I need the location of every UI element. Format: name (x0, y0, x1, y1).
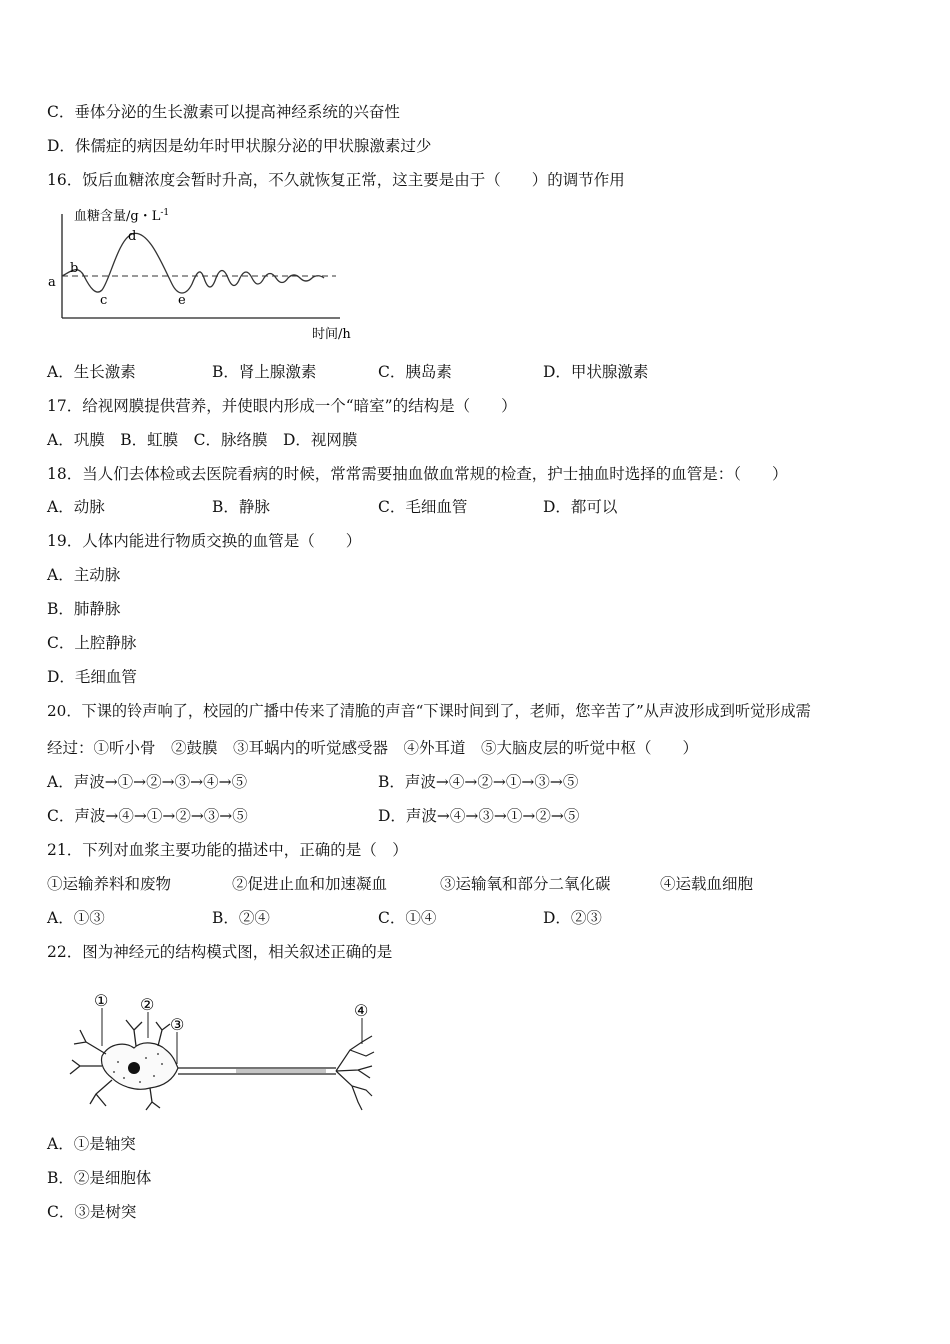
q15-option-c: C．垂体分泌的生长激素可以提高神经系统的兴奋性 (47, 103, 400, 121)
q18-option-c: C．毛细血管 (378, 498, 468, 516)
label-c: c (100, 293, 108, 308)
q19-option-d: D．毛细血管 (47, 668, 137, 686)
q19-option-b: B．肺静脉 (47, 600, 121, 618)
label-a: a (48, 275, 56, 290)
figure-label-3: ③ (170, 1015, 185, 1034)
q18-option-a: A．动脉 (47, 498, 105, 516)
q20-option-a: A．声波→①→②→③→④→⑤ (47, 773, 248, 791)
q20-stem-line2: 经过：①听小骨 ②鼓膜 ③耳蜗内的听觉感受器 ④外耳道 ⑤大脑皮层的听觉中枢（ ） (47, 739, 699, 757)
q22-neuron-figure (66, 986, 386, 1114)
y-axis-label: 血糖含量/g・$L^{-1}$ (74, 208, 170, 224)
q16-option-c: C．胰岛素 (378, 363, 452, 381)
q22-option-c: C．③是树突 (47, 1203, 137, 1221)
q21-item-3: ③运输氧和部分二氧化碳 (440, 875, 611, 893)
q18-option-d: D．都可以 (543, 498, 618, 516)
q16-option-a: A．生长激素 (47, 363, 136, 381)
axon-terminals (336, 1036, 374, 1110)
q21-item-2: ②促进止血和加速凝血 (232, 875, 388, 893)
figure-label-1: ① (94, 991, 109, 1010)
q19-option-a: A．主动脉 (47, 566, 121, 584)
q21-option-d: D．②③ (543, 909, 602, 927)
q15-option-d: D．侏儒症的病因是幼年时甲状腺分泌的甲状腺激素过少 (47, 137, 432, 155)
glucose-curve (62, 233, 324, 293)
q21-option-b: B．②④ (212, 909, 270, 927)
q21-item-1: ①运输养料和废物 (47, 875, 172, 893)
q20-option-c: C．声波→④→①→②→③→⑤ (47, 807, 248, 825)
q18-option-b: B．静脉 (212, 498, 270, 516)
q20-option-d: D．声波→④→③→①→②→⑤ (378, 807, 580, 825)
q20-stem-line1: 20．下课的铃声响了，校园的广播中传来了清脆的声音“下课时间到了，老师，您辛苦了”从声波形成到听觉形成需 (47, 702, 811, 720)
q21-option-c: C．①④ (378, 909, 437, 927)
myelin-sheath (236, 1070, 326, 1072)
q21-stem: 21．下列对血浆主要功能的描述中，正确的是（ ） (47, 841, 408, 859)
q19-option-c: C．上腔静脉 (47, 634, 137, 652)
label-d: d (128, 229, 137, 244)
q17-options: A．巩膜 B．虹膜 C．脉络膜 D．视网膜 (47, 431, 358, 449)
q21-item-4: ④运载血细胞 (660, 875, 754, 893)
q20-option-b: B．声波→④→②→①→③→⑤ (378, 773, 579, 791)
q18-stem: 18．当人们去体检或去医院看病的时候，常常需要抽血做血常规的检查，护士抽血时选择的血管是：（ ） (47, 465, 788, 483)
q22-stem: 22．图为神经元的结构模式图，相关叙述正确的是 (47, 943, 393, 961)
q17-stem: 17．给视网膜提供营养，并使眼内形成一个“暗室”的结构是（ ） (47, 397, 517, 415)
figure-label-4: ④ (354, 1001, 369, 1020)
label-b: b (70, 261, 79, 276)
q16-option-d: D．甲状腺激素 (543, 363, 649, 381)
figure-label-2: ② (140, 995, 155, 1014)
q22-option-b: B．②是细胞体 (47, 1169, 152, 1187)
q19-stem: 19．人体内能进行物质交换的血管是（ ） (47, 532, 362, 550)
x-axis-label: 时间/h (312, 327, 351, 342)
q21-option-a: A．①③ (47, 909, 105, 927)
q16-option-b: B．肾上腺激素 (212, 363, 317, 381)
q22-option-a: A．①是轴突 (47, 1135, 136, 1153)
q16-stem: 16．饭后血糖浓度会暂时升高，不久就恢复正常，这主要是由于（ ）的调节作用 (47, 171, 625, 189)
label-e: e (178, 293, 186, 308)
q16-chart (44, 204, 364, 344)
nucleus (128, 1062, 140, 1074)
